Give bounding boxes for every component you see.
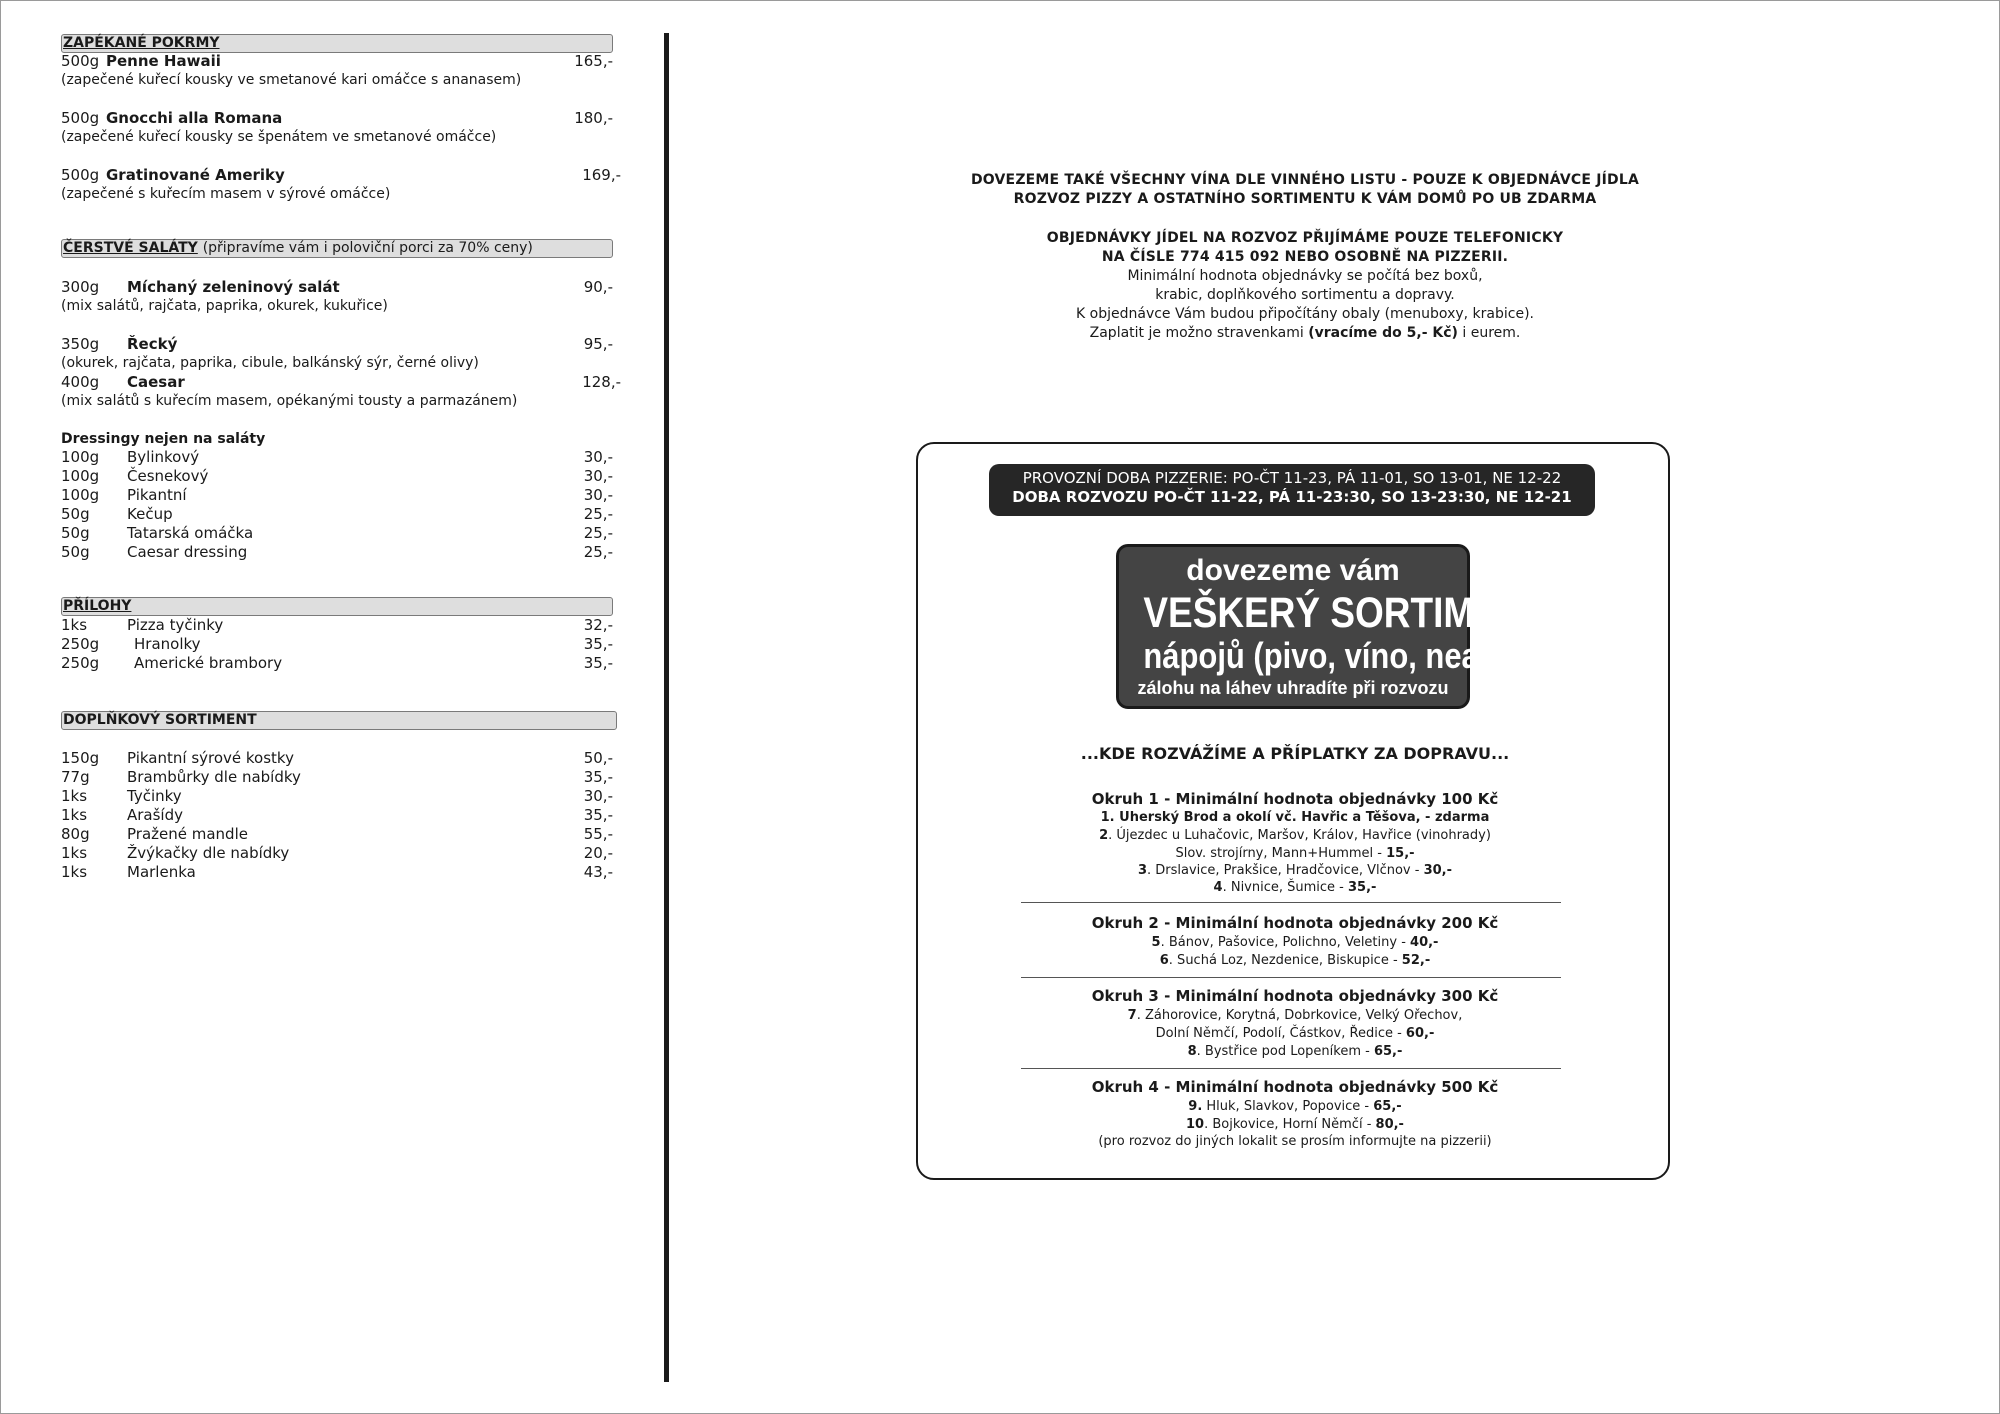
- item-price: 180,-: [574, 109, 613, 127]
- zone-2-header: Okruh 2 - Minimální hodnota objednávky 200 Kč: [1091, 914, 1499, 932]
- opening-hours-banner: [989, 464, 1595, 516]
- item-price: 90,-: [583, 278, 613, 296]
- extras-section-header: DOPLŇKOVÝ SORTIMENT: [61, 711, 617, 730]
- menu-item: [61, 787, 621, 806]
- item-price: 30,-: [583, 787, 613, 805]
- payment-note: Zaplatit je možno stravenkami (vracíme do 5,- Kč) i eurem.: [1089, 325, 1521, 341]
- salads-section-header: ČERSTVÉ SALÁTY (připravíme vám i poloviční porci za 70% ceny): [61, 239, 613, 258]
- zone-3-header: Okruh 3 - Minimální hodnota objednávky 300 Kč: [1091, 987, 1499, 1005]
- item-name: Míchaný zeleninový salát: [127, 278, 340, 296]
- menu-item: [61, 806, 621, 825]
- item-weight: 50g: [61, 524, 90, 542]
- item-weight: 100g: [61, 448, 100, 466]
- zone-line: 4. Nivnice, Šumice - 35,-: [1213, 880, 1377, 895]
- menu-item: [61, 844, 621, 863]
- drinks-line-1: dovezeme vám: [1186, 554, 1400, 587]
- menu-item: [61, 635, 621, 654]
- zone-line: 8. Bystřice pod Lopeníkem - 65,-: [1187, 1044, 1403, 1059]
- item-name: Pikantní sýrové kostky: [127, 749, 294, 767]
- zone-line: Slov. strojírny, Mann+Hummel - 15,-: [1175, 846, 1415, 861]
- menu-item: [61, 467, 621, 486]
- item-weight: 150g: [61, 749, 100, 767]
- column-divider: [664, 33, 669, 1382]
- salads-note: (připravíme vám i poloviční porci za 70% ceny): [202, 240, 533, 256]
- item-name: Caesar: [127, 373, 185, 391]
- menu-item: [61, 825, 621, 844]
- item-weight: 1ks: [61, 806, 88, 824]
- item-name: Marlenka: [127, 863, 196, 881]
- pizzeria-hours: PROVOZNÍ DOBA PIZZERIE: PO-ČT 11-23, PÁ 11-01, SO 13-01, NE 12-22: [1022, 469, 1562, 487]
- zone-line: 3. Drslavice, Prakšice, Hradčovice, Vlčnov - 30,-: [1137, 863, 1453, 878]
- item-name: Brambůrky dle nabídky: [127, 768, 301, 786]
- item-weight: 400g: [61, 373, 100, 391]
- item-price: 95,-: [583, 335, 613, 353]
- zone-line: 2. Újezdec u Luhačovic, Maršov, Králov, Havřice (vinohrady): [1099, 828, 1491, 843]
- item-description: (okurek, rajčata, paprika, cibule, balkánský sýr, černé olivy): [61, 355, 479, 371]
- item-description: (zapečené s kuřecím masem v sýrové omáčce): [61, 186, 391, 202]
- item-price: 35,-: [583, 654, 613, 672]
- menu-item: [61, 749, 621, 768]
- item-name: Penne Hawaii: [106, 52, 221, 70]
- min-order-note: Minimální hodnota objednávky se počítá bez boxů,: [1127, 268, 1483, 284]
- item-price: 25,-: [583, 505, 613, 523]
- item-weight: 50g: [61, 543, 90, 561]
- item-price: 35,-: [583, 806, 613, 824]
- item-description: (mix salátů s kuřecím masem, opékanými tousty a parmazánem): [61, 393, 518, 409]
- min-order-note-2: krabic, doplňkového sortimentu a dopravy.: [1155, 287, 1455, 303]
- phone-number-note: NA ČÍSLE 774 415 092 NEBO OSOBNĚ NA PIZZERII.: [1101, 249, 1509, 265]
- menu-item: [61, 654, 621, 673]
- item-name: Řecký: [127, 335, 178, 353]
- item-weight: 1ks: [61, 787, 88, 805]
- item-price: 35,-: [583, 635, 613, 653]
- item-price: 30,-: [583, 486, 613, 504]
- item-weight: 1ks: [61, 844, 88, 862]
- item-weight: 1ks: [61, 616, 88, 634]
- item-price: 25,-: [583, 524, 613, 542]
- zone-1-header: Okruh 1 - Minimální hodnota objednávky 100 Kč: [1091, 790, 1499, 808]
- item-name: Americké brambory: [134, 654, 283, 672]
- item-name: Gratinované Ameriky: [106, 166, 285, 184]
- item-name: Česnekový: [127, 467, 209, 485]
- zone-line: 10. Bojkovice, Horní Němčí - 80,-: [1186, 1117, 1404, 1132]
- delivery-zones-title: ...KDE ROZVÁŽÍME A PŘÍPLATKY ZA DOPRAVU...: [1080, 744, 1510, 763]
- item-price: 169,-: [582, 166, 621, 184]
- zone-line: 1. Uherský Brod a okolí vč. Havřic a Těšova, - zdarma: [1100, 810, 1490, 825]
- item-name: Gnocchi alla Romana: [106, 109, 283, 127]
- menu-item: [61, 52, 621, 71]
- item-price: 128,-: [582, 373, 621, 391]
- zone-line: 7. Záhorovice, Korytná, Dobrkovice, Velký Ořechov,: [1127, 1008, 1463, 1023]
- menu-item: [61, 486, 621, 505]
- item-weight: 80g: [61, 825, 90, 843]
- drinks-line-4: zálohu na láhev uhradíte při rozvozu: [1137, 678, 1449, 698]
- item-name: Kečup: [127, 505, 173, 523]
- item-price: 43,-: [583, 863, 613, 881]
- item-description: (zapečené kuřecí kousky ve smetanové kari omáčce s ananasem): [61, 72, 522, 88]
- menu-item: [61, 543, 621, 562]
- item-price: 32,-: [583, 616, 613, 634]
- item-name: Tyčinky: [127, 787, 182, 805]
- packaging-note: K objednávce Vám budou připočítány obaly (menuboxy, krabice).: [1076, 306, 1534, 322]
- item-price: 165,-: [574, 52, 613, 70]
- item-price: 30,-: [583, 448, 613, 466]
- zone-line: Dolní Němčí, Podolí, Částkov, Ředice - 60,-: [1155, 1026, 1435, 1041]
- zone-line: 5. Bánov, Pašovice, Polichno, Veletiny - 40,-: [1151, 935, 1439, 950]
- menu-item: [61, 109, 621, 128]
- item-weight: 500g: [61, 109, 100, 127]
- item-price: 35,-: [583, 768, 613, 786]
- menu-item: [61, 863, 621, 882]
- item-price: 50,-: [583, 749, 613, 767]
- item-weight: 250g: [61, 654, 100, 672]
- item-name: Bylinkový: [127, 448, 200, 466]
- menu-item: [61, 505, 621, 524]
- item-weight: 250g: [61, 635, 100, 653]
- zone-divider: [1021, 902, 1561, 903]
- item-weight: 77g: [61, 768, 90, 786]
- item-weight: 300g: [61, 278, 100, 296]
- dressings-header: Dressingy nejen na saláty: [61, 431, 266, 447]
- menu-item: [61, 768, 621, 787]
- item-price: 55,-: [583, 825, 613, 843]
- item-description: (mix salátů, rajčata, paprika, okurek, kukuřice): [61, 298, 388, 314]
- item-name: Hranolky: [134, 635, 201, 653]
- menu-item: [61, 335, 621, 354]
- item-weight: 100g: [61, 486, 100, 504]
- sides-section-header: PŘÍLOHY: [61, 597, 613, 616]
- phone-orders-note: OBJEDNÁVKY JÍDEL NA ROZVOZ PŘIJÍMÁME POUZE TELEFONICKY: [1046, 230, 1564, 246]
- menu-item: [61, 166, 621, 185]
- zone-note: (pro rozvoz do jiných lokalit se prosím informujte na pizzerii): [1098, 1134, 1492, 1149]
- item-name: Pražené mandle: [127, 825, 248, 843]
- item-price: 25,-: [583, 543, 613, 561]
- item-weight: 1ks: [61, 863, 88, 881]
- baked-section-header: ZAPÉKANÉ POKRMY: [61, 34, 613, 53]
- item-price: 20,-: [583, 844, 613, 862]
- item-price: 30,-: [583, 467, 613, 485]
- item-name: Žvýkačky dle nabídky: [127, 844, 290, 862]
- item-weight: 500g: [61, 166, 100, 184]
- item-weight: 350g: [61, 335, 100, 353]
- menu-item: [61, 616, 621, 635]
- item-name: Pikantní: [127, 486, 187, 504]
- menu-item: [61, 373, 621, 392]
- drinks-line-2: VEŠKERÝ SORTIMENT: [1143, 589, 1549, 637]
- item-name: Arašídy: [127, 806, 184, 824]
- item-weight: 50g: [61, 505, 90, 523]
- drinks-line-3: nápojů (pivo, víno, nealko): [1143, 635, 1534, 676]
- menu-item: [61, 278, 621, 297]
- item-name: Caesar dressing: [127, 543, 248, 561]
- menu-item: [61, 524, 621, 543]
- zone-line: 6. Suchá Loz, Nezdenice, Biskupice - 52,-: [1159, 953, 1431, 968]
- zone-divider: [1021, 1068, 1561, 1069]
- zone-divider: [1021, 977, 1561, 978]
- zone-line: 9. Hluk, Slavkov, Popovice - 65,-: [1188, 1099, 1402, 1114]
- menu-item: [61, 448, 621, 467]
- wine-delivery-note: DOVEZEME TAKÉ VŠECHNY VÍNA DLE VINNÉHO LISTU - POUZE K OBJEDNÁVCE JÍDLA: [970, 172, 1640, 188]
- item-name: Pizza tyčinky: [127, 616, 224, 634]
- item-description: (zapečené kuřecí kousky se špenátem ve smetanové omáčce): [61, 129, 497, 145]
- free-delivery-note: ROZVOZ PIZZY A OSTATNÍHO SORTIMENTU K VÁM DOMŮ PO UB ZDARMA: [1013, 191, 1597, 207]
- drinks-banner: [1116, 544, 1549, 709]
- item-weight: 100g: [61, 467, 100, 485]
- item-weight: 500g: [61, 52, 100, 70]
- item-name: Tatarská omáčka: [127, 524, 254, 542]
- zone-4-header: Okruh 4 - Minimální hodnota objednávky 500 Kč: [1091, 1078, 1499, 1096]
- delivery-hours: DOBA ROZVOZU PO-ČT 11-22, PÁ 11-23:30, SO 13-23:30, NE 12-21: [1012, 488, 1572, 506]
